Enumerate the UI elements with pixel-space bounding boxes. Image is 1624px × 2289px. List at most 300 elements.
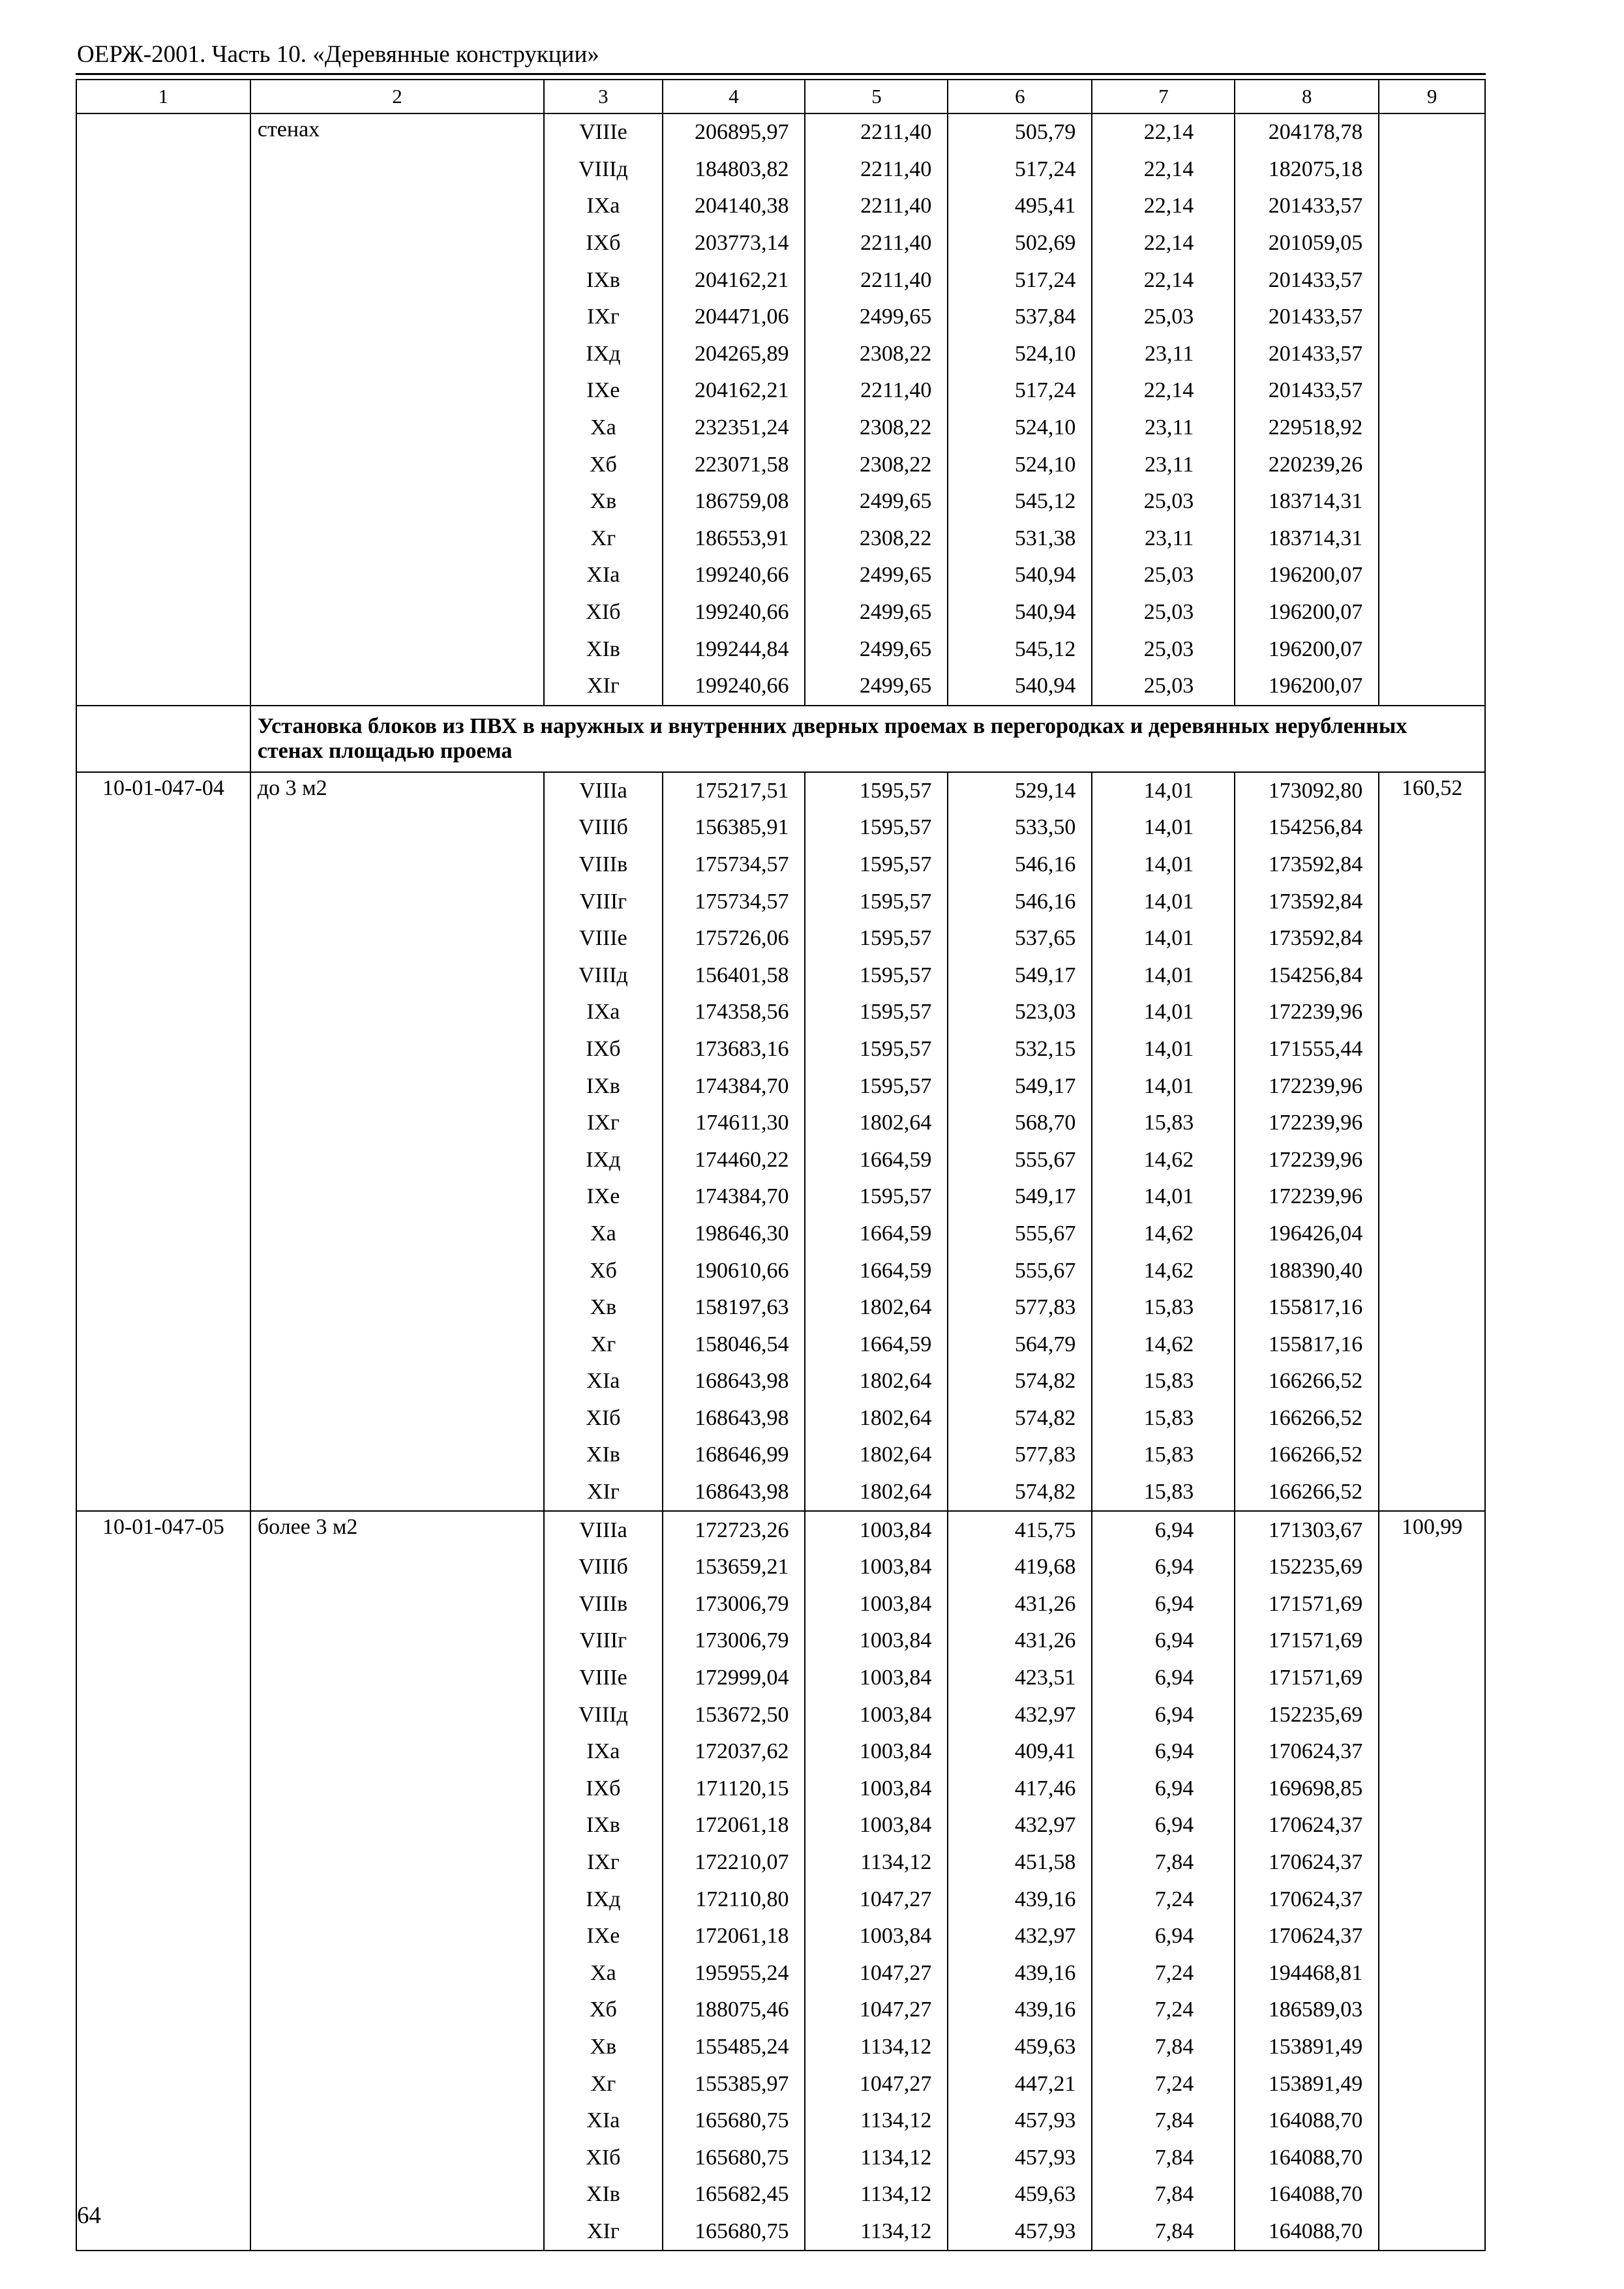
work-name xyxy=(250,2176,544,2213)
machine-costs: 549,17 xyxy=(948,957,1092,994)
labor-hours xyxy=(1379,1216,1485,1253)
zone: VIIIд xyxy=(544,957,662,994)
table-row xyxy=(76,1105,1485,1142)
machinist-wages: 7,84 xyxy=(1092,2029,1235,2066)
materials-costs: 171303,67 xyxy=(1235,1511,1379,1549)
zone: VIIIe xyxy=(544,920,662,957)
labor-costs: 1595,57 xyxy=(805,772,948,810)
labor-costs: 1134,12 xyxy=(805,2139,948,2176)
labor-hours xyxy=(1379,1623,1485,1660)
work-name xyxy=(250,1955,544,1992)
rate-code xyxy=(76,668,250,706)
materials-costs: 173092,80 xyxy=(1235,772,1379,810)
zone: IXa xyxy=(544,994,662,1031)
column-header-row xyxy=(76,80,1485,113)
table-row xyxy=(76,113,1485,151)
machine-costs: 423,51 xyxy=(948,1660,1092,1697)
table-row xyxy=(76,1660,1485,1697)
direct-costs: 158197,63 xyxy=(663,1289,805,1326)
work-name xyxy=(250,446,544,483)
work-name xyxy=(250,2065,544,2102)
zone: IXд xyxy=(544,1881,662,1918)
materials-costs: 173592,84 xyxy=(1235,883,1379,920)
machinist-wages: 7,24 xyxy=(1092,1992,1235,2029)
direct-costs: 186759,08 xyxy=(663,483,805,520)
rate-code xyxy=(76,1363,250,1400)
machinist-wages: 14,01 xyxy=(1092,1178,1235,1216)
machinist-wages: 25,03 xyxy=(1092,668,1235,706)
materials-costs: 172239,96 xyxy=(1235,1105,1379,1142)
labor-costs: 2499,65 xyxy=(805,483,948,520)
work-name xyxy=(250,1918,544,1955)
work-name xyxy=(250,299,544,336)
zone: Xa xyxy=(544,1955,662,1992)
work-name xyxy=(250,1623,544,1660)
table-row xyxy=(76,483,1485,520)
materials-costs: 194468,81 xyxy=(1235,1955,1379,1992)
work-name xyxy=(250,2139,544,2176)
labor-costs: 2308,22 xyxy=(805,446,948,483)
rate-code xyxy=(76,483,250,520)
direct-costs: 168646,99 xyxy=(663,1437,805,1474)
labor-costs: 1003,84 xyxy=(805,1549,948,1586)
zone: VIIIa xyxy=(544,772,662,810)
machine-costs: 545,12 xyxy=(948,483,1092,520)
materials-costs: 155817,16 xyxy=(1235,1326,1379,1363)
materials-costs: 196200,07 xyxy=(1235,631,1379,668)
direct-costs: 153672,50 xyxy=(663,1696,805,1733)
labor-hours xyxy=(1379,957,1485,994)
rate-code xyxy=(76,1437,250,1474)
rate-code xyxy=(76,2139,250,2176)
rate-code xyxy=(76,1696,250,1733)
materials-costs: 172239,96 xyxy=(1235,1068,1379,1105)
machine-costs: 568,70 xyxy=(948,1105,1092,1142)
column-header: 1 xyxy=(76,80,250,113)
direct-costs: 204162,21 xyxy=(663,372,805,410)
labor-hours xyxy=(1379,225,1485,262)
zone: XIг xyxy=(544,2213,662,2251)
labor-hours xyxy=(1379,1696,1485,1733)
table-row xyxy=(76,1326,1485,1363)
labor-hours xyxy=(1379,1586,1485,1623)
materials-costs: 170624,37 xyxy=(1235,1733,1379,1771)
zone: Xб xyxy=(544,1252,662,1289)
labor-hours xyxy=(1379,151,1485,188)
rate-code xyxy=(76,1881,250,1918)
machinist-wages: 14,01 xyxy=(1092,994,1235,1031)
work-name xyxy=(250,1252,544,1289)
rate-code xyxy=(76,809,250,846)
materials-costs: 153891,49 xyxy=(1235,2029,1379,2066)
materials-costs: 171571,69 xyxy=(1235,1660,1379,1697)
table-row xyxy=(76,957,1485,994)
machine-costs: 439,16 xyxy=(948,1881,1092,1918)
machinist-wages: 6,94 xyxy=(1092,1696,1235,1733)
rate-code xyxy=(76,2176,250,2213)
page-number: 64 xyxy=(77,2202,101,2229)
work-name xyxy=(250,1771,544,1808)
machinist-wages: 14,01 xyxy=(1092,846,1235,884)
labor-costs: 2211,40 xyxy=(805,188,948,225)
table-row xyxy=(76,2029,1485,2066)
labor-costs: 2499,65 xyxy=(805,594,948,631)
labor-hours xyxy=(1379,1031,1485,1068)
rate-code xyxy=(76,225,250,262)
labor-costs: 2499,65 xyxy=(805,557,948,594)
machinist-wages: 6,94 xyxy=(1092,1623,1235,1660)
zone: XIa xyxy=(544,2102,662,2140)
machine-costs: 540,94 xyxy=(948,668,1092,706)
materials-costs: 201433,57 xyxy=(1235,262,1379,299)
machinist-wages: 14,01 xyxy=(1092,772,1235,810)
column-header: 6 xyxy=(948,80,1092,113)
machine-costs: 523,03 xyxy=(948,994,1092,1031)
machinist-wages: 25,03 xyxy=(1092,483,1235,520)
column-header: 9 xyxy=(1379,80,1485,113)
work-name: до 3 м2 xyxy=(250,772,544,810)
zone: VIIIд xyxy=(544,151,662,188)
labor-costs: 1664,59 xyxy=(805,1141,948,1178)
labor-hours xyxy=(1379,1844,1485,1881)
zone: Xб xyxy=(544,446,662,483)
zone: IXб xyxy=(544,1771,662,1808)
machinist-wages: 7,84 xyxy=(1092,2102,1235,2140)
direct-costs: 204471,06 xyxy=(663,299,805,336)
rate-code: 10-01-047-04 xyxy=(76,772,250,810)
machinist-wages: 22,14 xyxy=(1092,151,1235,188)
labor-hours xyxy=(1379,1660,1485,1697)
zone: IXб xyxy=(544,225,662,262)
machinist-wages: 7,24 xyxy=(1092,2065,1235,2102)
machine-costs: 451,58 xyxy=(948,1844,1092,1881)
materials-costs: 170624,37 xyxy=(1235,1881,1379,1918)
labor-costs: 1595,57 xyxy=(805,994,948,1031)
direct-costs: 175217,51 xyxy=(663,772,805,810)
work-name xyxy=(250,846,544,884)
work-name xyxy=(250,1437,544,1474)
machinist-wages: 7,84 xyxy=(1092,2139,1235,2176)
direct-costs: 173683,16 xyxy=(663,1031,805,1068)
materials-costs: 166266,52 xyxy=(1235,1363,1379,1400)
labor-hours xyxy=(1379,299,1485,336)
direct-costs: 174460,22 xyxy=(663,1141,805,1178)
work-name xyxy=(250,410,544,447)
direct-costs: 156385,91 xyxy=(663,809,805,846)
work-name xyxy=(250,1363,544,1400)
machine-costs: 574,82 xyxy=(948,1400,1092,1437)
labor-hours xyxy=(1379,557,1485,594)
labor-hours xyxy=(1379,446,1485,483)
labor-costs: 1802,64 xyxy=(805,1437,948,1474)
labor-costs: 1003,84 xyxy=(805,1918,948,1955)
labor-costs: 1003,84 xyxy=(805,1660,948,1697)
column-header: 2 xyxy=(250,80,544,113)
materials-costs: 196200,07 xyxy=(1235,594,1379,631)
machine-costs: 546,16 xyxy=(948,883,1092,920)
labor-hours xyxy=(1379,1733,1485,1771)
machine-costs: 574,82 xyxy=(948,1474,1092,1512)
table-row xyxy=(76,809,1485,846)
rate-code xyxy=(76,188,250,225)
work-name xyxy=(250,1068,544,1105)
direct-costs: 168643,98 xyxy=(663,1363,805,1400)
labor-hours xyxy=(1379,1400,1485,1437)
table-row xyxy=(76,1437,1485,1474)
materials-costs: 229518,92 xyxy=(1235,410,1379,447)
zone: IXв xyxy=(544,1807,662,1844)
work-name xyxy=(250,631,544,668)
work-name xyxy=(250,557,544,594)
direct-costs: 175734,57 xyxy=(663,846,805,884)
zone: XIб xyxy=(544,1400,662,1437)
machine-costs: 432,97 xyxy=(948,1918,1092,1955)
direct-costs: 199240,66 xyxy=(663,594,805,631)
column-header: 5 xyxy=(805,80,948,113)
labor-costs: 2211,40 xyxy=(805,372,948,410)
work-name xyxy=(250,1992,544,2029)
machine-costs: 555,67 xyxy=(948,1252,1092,1289)
materials-costs: 154256,84 xyxy=(1235,957,1379,994)
labor-costs: 2499,65 xyxy=(805,299,948,336)
table-row xyxy=(76,1696,1485,1733)
zone: IXд xyxy=(544,1141,662,1178)
work-name xyxy=(250,483,544,520)
machine-costs: 417,46 xyxy=(948,1771,1092,1808)
labor-costs: 1595,57 xyxy=(805,1178,948,1216)
rate-code xyxy=(76,410,250,447)
machine-costs: 524,10 xyxy=(948,446,1092,483)
zone: XIб xyxy=(544,2139,662,2176)
labor-hours xyxy=(1379,1437,1485,1474)
rate-code xyxy=(76,1068,250,1105)
labor-hours xyxy=(1379,2029,1485,2066)
direct-costs: 172999,04 xyxy=(663,1660,805,1697)
table-row xyxy=(76,2213,1485,2251)
table-row xyxy=(76,2102,1485,2140)
rate-code xyxy=(76,1733,250,1771)
labor-hours xyxy=(1379,2139,1485,2176)
machine-costs: 419,68 xyxy=(948,1549,1092,1586)
labor-hours xyxy=(1379,883,1485,920)
rate-code xyxy=(76,1252,250,1289)
direct-costs: 175734,57 xyxy=(663,883,805,920)
direct-costs: 184803,82 xyxy=(663,151,805,188)
direct-costs: 190610,66 xyxy=(663,1252,805,1289)
table-row xyxy=(76,1363,1485,1400)
rate-code xyxy=(76,1216,250,1253)
machine-costs: 537,84 xyxy=(948,299,1092,336)
labor-hours xyxy=(1379,1326,1485,1363)
column-header: 7 xyxy=(1092,80,1235,113)
rate-code xyxy=(76,1289,250,1326)
direct-costs: 206895,97 xyxy=(663,113,805,151)
labor-hours xyxy=(1379,1289,1485,1326)
machine-costs: 574,82 xyxy=(948,1363,1092,1400)
table-row xyxy=(76,2139,1485,2176)
table-row xyxy=(76,2176,1485,2213)
work-name xyxy=(250,1844,544,1881)
zone: Xв xyxy=(544,1289,662,1326)
labor-hours xyxy=(1379,520,1485,558)
machine-costs: 545,12 xyxy=(948,631,1092,668)
rate-code xyxy=(76,520,250,558)
table-row xyxy=(76,883,1485,920)
table-row xyxy=(76,920,1485,957)
labor-hours xyxy=(1379,631,1485,668)
rate-code xyxy=(76,1178,250,1216)
materials-costs: 186589,03 xyxy=(1235,1992,1379,2029)
table-row xyxy=(76,1918,1485,1955)
work-name xyxy=(250,1549,544,1586)
zone: Xa xyxy=(544,1216,662,1253)
column-header: 4 xyxy=(663,80,805,113)
machinist-wages: 23,11 xyxy=(1092,336,1235,373)
machine-costs: 432,97 xyxy=(948,1807,1092,1844)
materials-costs: 220239,26 xyxy=(1235,446,1379,483)
machinist-wages: 14,62 xyxy=(1092,1216,1235,1253)
rate-code xyxy=(76,372,250,410)
labor-costs: 1047,27 xyxy=(805,1992,948,2029)
machine-costs: 555,67 xyxy=(948,1216,1092,1253)
zone: VIIIб xyxy=(544,1549,662,1586)
machinist-wages: 14,01 xyxy=(1092,809,1235,846)
labor-hours xyxy=(1379,1252,1485,1289)
work-name: стенах xyxy=(250,113,544,151)
zone: IXг xyxy=(544,1844,662,1881)
labor-costs: 2211,40 xyxy=(805,225,948,262)
table-row xyxy=(76,1586,1485,1623)
work-name xyxy=(250,225,544,262)
machine-costs: 546,16 xyxy=(948,846,1092,884)
table-row xyxy=(76,1511,1485,1549)
direct-costs: 171120,15 xyxy=(663,1771,805,1808)
machinist-wages: 22,14 xyxy=(1092,225,1235,262)
materials-costs: 171571,69 xyxy=(1235,1623,1379,1660)
machine-costs: 447,21 xyxy=(948,2065,1092,2102)
materials-costs: 170624,37 xyxy=(1235,1844,1379,1881)
table-row xyxy=(76,520,1485,558)
zone: XIг xyxy=(544,668,662,706)
table-row xyxy=(76,594,1485,631)
direct-costs: 174611,30 xyxy=(663,1105,805,1142)
materials-costs: 201059,05 xyxy=(1235,225,1379,262)
direct-costs: 186553,91 xyxy=(663,520,805,558)
machinist-wages: 14,62 xyxy=(1092,1326,1235,1363)
work-name xyxy=(250,2102,544,2140)
rate-code xyxy=(76,2029,250,2066)
materials-costs: 166266,52 xyxy=(1235,1474,1379,1512)
materials-costs: 164088,70 xyxy=(1235,2139,1379,2176)
rate-code xyxy=(76,631,250,668)
zone: VIIIa xyxy=(544,1511,662,1549)
table-row xyxy=(76,557,1485,594)
materials-costs: 152235,69 xyxy=(1235,1696,1379,1733)
labor-costs: 2211,40 xyxy=(805,151,948,188)
labor-costs: 1595,57 xyxy=(805,846,948,884)
machine-costs: 459,63 xyxy=(948,2176,1092,2213)
machine-costs: 537,65 xyxy=(948,920,1092,957)
table-row xyxy=(76,1252,1485,1289)
machinist-wages: 6,94 xyxy=(1092,1918,1235,1955)
work-name xyxy=(250,957,544,994)
labor-costs: 1595,57 xyxy=(805,1068,948,1105)
table-row xyxy=(76,1807,1485,1844)
direct-costs: 168643,98 xyxy=(663,1474,805,1512)
materials-costs: 172239,96 xyxy=(1235,1141,1379,1178)
labor-hours xyxy=(1379,1141,1485,1178)
work-name xyxy=(250,372,544,410)
rate-code xyxy=(76,151,250,188)
work-name xyxy=(250,1881,544,1918)
labor-hours xyxy=(1379,1881,1485,1918)
labor-hours xyxy=(1379,1807,1485,1844)
header-rule xyxy=(76,73,1486,75)
section-spacer xyxy=(76,706,250,772)
labor-hours xyxy=(1379,994,1485,1031)
zone: IXг xyxy=(544,1105,662,1142)
work-name xyxy=(250,336,544,373)
labor-hours xyxy=(1379,2065,1485,2102)
direct-costs: 204162,21 xyxy=(663,262,805,299)
work-name xyxy=(250,1105,544,1142)
direct-costs: 204140,38 xyxy=(663,188,805,225)
labor-hours xyxy=(1379,262,1485,299)
labor-costs: 1595,57 xyxy=(805,920,948,957)
machine-costs: 531,38 xyxy=(948,520,1092,558)
labor-hours xyxy=(1379,594,1485,631)
work-name xyxy=(250,262,544,299)
zone: XIв xyxy=(544,1437,662,1474)
zone: Xг xyxy=(544,1326,662,1363)
zone: VIIIв xyxy=(544,846,662,884)
direct-costs: 223071,58 xyxy=(663,446,805,483)
machine-costs: 529,14 xyxy=(948,772,1092,810)
machinist-wages: 6,94 xyxy=(1092,1549,1235,1586)
table-row xyxy=(76,225,1485,262)
machine-costs: 540,94 xyxy=(948,594,1092,631)
work-name xyxy=(250,594,544,631)
machinist-wages: 14,62 xyxy=(1092,1141,1235,1178)
direct-costs: 204265,89 xyxy=(663,336,805,373)
rate-code xyxy=(76,957,250,994)
table-row xyxy=(76,1474,1485,1512)
machinist-wages: 22,14 xyxy=(1092,188,1235,225)
materials-costs: 169698,85 xyxy=(1235,1771,1379,1808)
materials-costs: 153891,49 xyxy=(1235,2065,1379,2102)
machinist-wages: 25,03 xyxy=(1092,594,1235,631)
rate-code xyxy=(76,2102,250,2140)
labor-hours xyxy=(1379,1549,1485,1586)
table-row xyxy=(76,372,1485,410)
labor-hours xyxy=(1379,1178,1485,1216)
rate-code xyxy=(76,336,250,373)
labor-hours xyxy=(1379,1771,1485,1808)
labor-hours xyxy=(1379,1363,1485,1400)
materials-costs: 188390,40 xyxy=(1235,1252,1379,1289)
page-header: ОЕРЖ-2001. Часть 10. «Деревянные конструкции» xyxy=(77,41,599,68)
machinist-wages: 7,84 xyxy=(1092,2213,1235,2251)
machine-costs: 505,79 xyxy=(948,113,1092,151)
zone: IXв xyxy=(544,1068,662,1105)
rate-code xyxy=(76,1400,250,1437)
labor-costs: 1134,12 xyxy=(805,1844,948,1881)
zone: XIг xyxy=(544,1474,662,1512)
rate-code xyxy=(76,1141,250,1178)
machinist-wages: 14,01 xyxy=(1092,1068,1235,1105)
zone: IXe xyxy=(544,1918,662,1955)
machinist-wages: 22,14 xyxy=(1092,262,1235,299)
